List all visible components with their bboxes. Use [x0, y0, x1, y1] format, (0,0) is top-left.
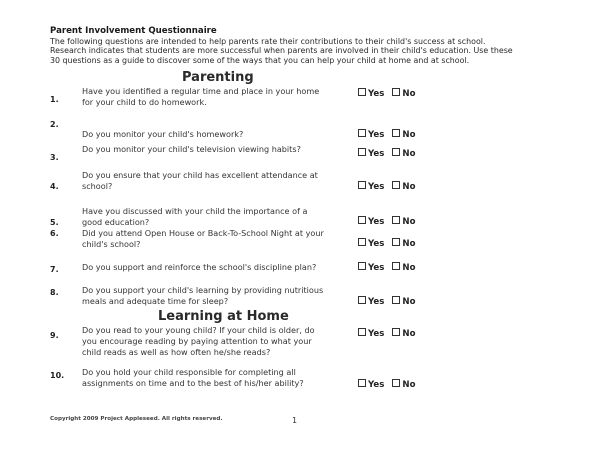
- question-number: 4.: [50, 182, 59, 191]
- yes-label: Yes: [368, 130, 385, 140]
- no-checkbox[interactable]: [392, 216, 400, 224]
- answer-options: [358, 88, 416, 99]
- page-number: 1: [292, 416, 298, 425]
- intro-line: Research indicates that students are more successful when parents are involved in their child's education. Use these: [50, 46, 513, 56]
- yes-label: Yes: [368, 217, 385, 227]
- question-number: 1.: [50, 95, 59, 104]
- no-checkbox[interactable]: [392, 129, 400, 137]
- answer-options: [358, 129, 416, 140]
- question-line: Do you hold your child responsible for completing all: [82, 367, 296, 377]
- no-label: No: [402, 149, 416, 159]
- yes-label: Yes: [368, 297, 385, 307]
- no-label: No: [402, 182, 416, 192]
- answer-options: [358, 148, 416, 159]
- no-checkbox[interactable]: [392, 238, 400, 246]
- yes-checkbox[interactable]: [358, 262, 366, 270]
- question-number: 3.: [50, 153, 59, 162]
- section-heading-learning-at-home: Learning at Home: [158, 309, 289, 324]
- question-line: child reads as well as how often he/she reads?: [82, 346, 271, 357]
- yes-checkbox[interactable]: [358, 129, 366, 137]
- question-line: Do you monitor your child's television viewing habits?: [82, 144, 301, 154]
- no-label: No: [402, 329, 416, 339]
- no-label: No: [402, 130, 416, 140]
- question-text: [82, 206, 352, 228]
- yes-label: Yes: [368, 263, 385, 273]
- no-checkbox[interactable]: [392, 379, 400, 387]
- answer-options: [358, 216, 416, 227]
- yes-label: Yes: [368, 149, 385, 159]
- no-label: No: [402, 297, 416, 307]
- question-number: 2.: [50, 120, 59, 129]
- intro-line: 30 questions as a guide to discover some of the ways that you can help your child at home and at school.: [50, 55, 470, 65]
- no-label: No: [402, 217, 416, 227]
- no-checkbox[interactable]: [392, 328, 400, 336]
- yes-checkbox[interactable]: [358, 148, 366, 156]
- question-line: child's school?: [82, 238, 141, 249]
- question-number: 8.: [50, 288, 59, 297]
- yes-checkbox[interactable]: [358, 181, 366, 189]
- question-text: [82, 285, 352, 307]
- yes-label: Yes: [368, 182, 385, 192]
- no-label: No: [402, 89, 416, 99]
- no-checkbox[interactable]: [392, 296, 400, 304]
- question-line: Do you ensure that your child has excellent attendance at: [82, 170, 318, 180]
- answer-options: [358, 238, 416, 249]
- question-text: [82, 367, 352, 389]
- no-checkbox[interactable]: [392, 262, 400, 270]
- question-number: 9.: [50, 331, 59, 340]
- page-title: Parent Involvement Questionnaire: [50, 26, 217, 36]
- answer-options: [358, 296, 416, 307]
- yes-checkbox[interactable]: [358, 216, 366, 224]
- question-line: school?: [82, 180, 113, 191]
- no-checkbox[interactable]: [392, 88, 400, 96]
- question-line: for your child to do homework.: [82, 96, 207, 107]
- question-text: [82, 170, 352, 192]
- yes-checkbox[interactable]: [358, 238, 366, 246]
- answer-options: [358, 328, 416, 339]
- question-text: [82, 86, 352, 108]
- question-line: Do you support and reinforce the school's discipline plan?: [82, 262, 317, 272]
- question-number: 6.: [50, 229, 59, 238]
- answer-options: [358, 262, 416, 273]
- answer-options: [358, 181, 416, 192]
- yes-label: Yes: [368, 239, 385, 249]
- question-line: Have you discussed with your child the importance of a: [82, 206, 308, 216]
- question-line: good education?: [82, 216, 150, 227]
- copyright-footer: Copyright 2009 Project Appleseed. All rights reserved.: [50, 416, 223, 422]
- question-line: assignments on time and to the best of his/her ability?: [82, 377, 304, 388]
- section-heading-parenting: Parenting: [182, 70, 254, 85]
- question-text: [82, 144, 352, 155]
- yes-label: Yes: [368, 380, 385, 390]
- intro-line: The following questions are intended to help parents rate their contributions to their child's success at school.: [50, 37, 486, 46]
- question-text: [82, 325, 352, 357]
- no-label: No: [402, 263, 416, 273]
- question-line: you encourage reading by paying attention to what your: [82, 335, 312, 346]
- no-label: No: [402, 380, 416, 390]
- yes-checkbox[interactable]: [358, 296, 366, 304]
- answer-options: [358, 379, 416, 390]
- question-line: Do you monitor your child's homework?: [82, 129, 244, 139]
- yes-checkbox[interactable]: [358, 379, 366, 387]
- question-text: [82, 262, 352, 273]
- question-number: 10.: [50, 371, 65, 380]
- no-checkbox[interactable]: [392, 181, 400, 189]
- question-text: [82, 129, 352, 140]
- intro-paragraph: [50, 37, 550, 65]
- no-checkbox[interactable]: [392, 148, 400, 156]
- question-line: Do you read to your young child? If your child is older, do: [82, 325, 315, 335]
- question-line: Have you identified a regular time and place in your home: [82, 86, 320, 96]
- question-text: [82, 228, 352, 250]
- question-number: 7.: [50, 265, 59, 274]
- question-line: meals and adequate time for sleep?: [82, 295, 229, 306]
- no-label: No: [402, 239, 416, 249]
- yes-checkbox[interactable]: [358, 328, 366, 336]
- yes-label: Yes: [368, 89, 385, 99]
- yes-checkbox[interactable]: [358, 88, 366, 96]
- yes-label: Yes: [368, 329, 385, 339]
- question-line: Do you support your child's learning by providing nutritious: [82, 285, 324, 295]
- question-line: Did you attend Open House or Back-To-School Night at your: [82, 228, 324, 238]
- question-number: 5.: [50, 218, 59, 227]
